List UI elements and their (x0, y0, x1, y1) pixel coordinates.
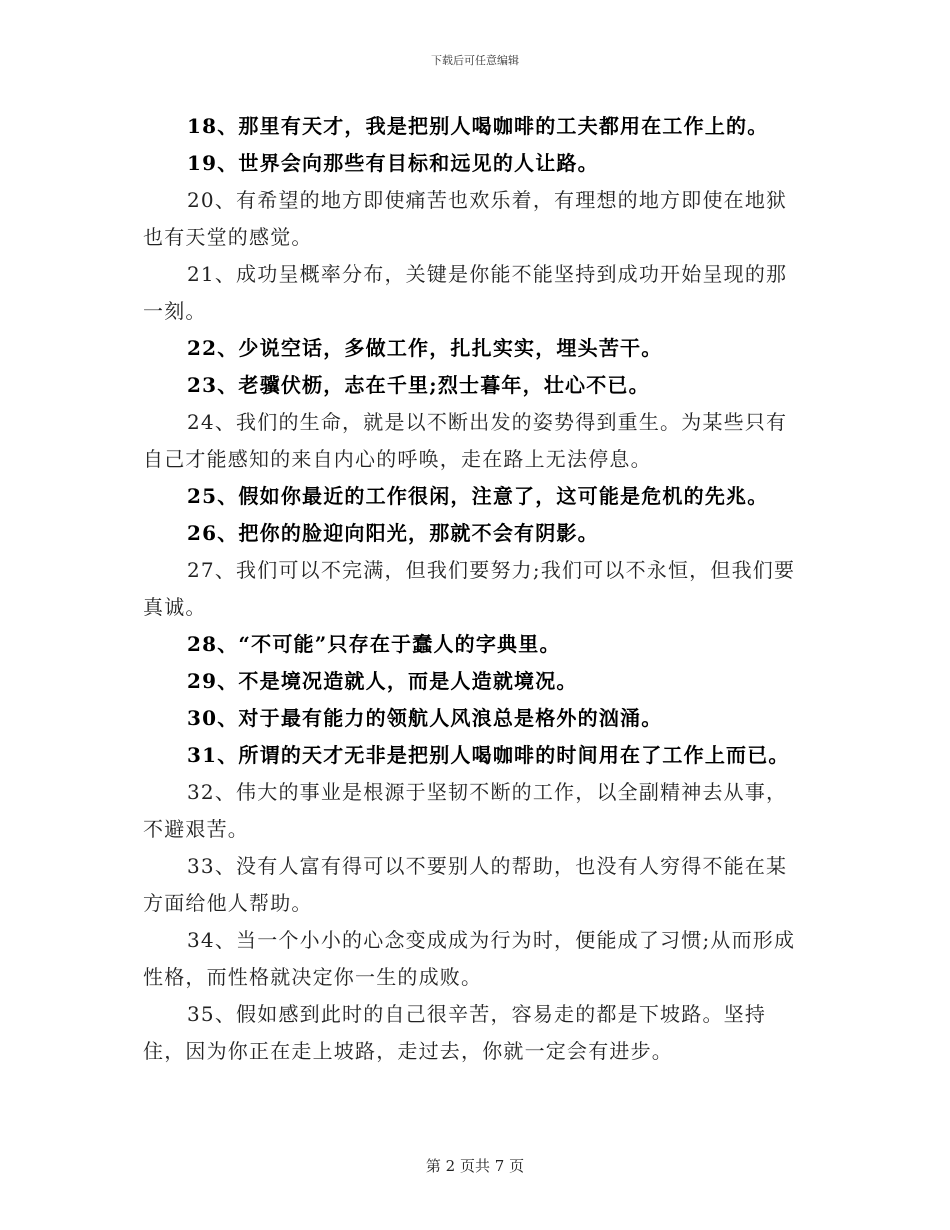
paragraph-32: 32、伟大的事业是根源于坚韧不断的工作，以全副精神去从事，不避艰苦。 (143, 780, 788, 841)
paragraph-24: 24、我们的生命，就是以不断出发的姿势得到重生。为某些只有自己才能感知的来自内心的呼唤，走在路上无法停息。 (143, 410, 788, 471)
page-footer: 第 2 页共 7 页 (425, 1157, 525, 1175)
paragraph-34: 34、当一个小小的心念变成成为行为时，便能成了习惯;从而形成性格，而性格就决定你一生的成败。 (143, 928, 796, 989)
paragraph-20: 20、有希望的地方即使痛苦也欢乐着，有理想的地方即使在地狱也有天堂的感觉。 (143, 188, 788, 249)
paragraph-21: 21、成功呈概率分布，关键是你能不能坚持到成功开始呈现的那一刻。 (143, 262, 788, 323)
page-header: 下载后可任意编辑 (431, 54, 519, 67)
paragraph-35: 35、假如感到此时的自己很辛苦，容易走的都是下坡路。坚持住，因为你正在走上坡路，走过去，你就一定会有进步。 (143, 1002, 767, 1063)
paragraph-26: 26、把你的脸迎向阳光，那就不会有阴影。 (187, 521, 599, 545)
paragraph-33: 33、没有人富有得可以不要别人的帮助，也没有人穷得不能在某方面给他人帮助。 (143, 854, 788, 915)
paragraph-28: 28、“不可能”只存在于蠢人的字典里。 (187, 632, 561, 656)
paragraph-23: 23、老骥伏枥，志在千里;烈士暮年，壮心不已。 (187, 373, 650, 397)
paragraph-19: 19、世界会向那些有目标和远见的人让路。 (187, 151, 599, 175)
paragraph-22: 22、少说空话，多做工作，扎扎实实，埋头苦干。 (187, 336, 663, 360)
paragraph-18: 18、那里有天才，我是把别人喝咖啡的工夫都用在工作上的。 (187, 114, 769, 138)
paragraph-27: 27、我们可以不完满，但我们要努力;我们可以不永恒，但我们要真诚。 (143, 558, 796, 619)
paragraph-31: 31、所谓的天才无非是把别人喝咖啡的时间用在了工作上而已。 (187, 743, 790, 767)
document-body (143, 108, 808, 1070)
paragraph-29: 29、不是境况造就人，而是人造就境况。 (187, 669, 578, 693)
paragraph-30: 30、对于最有能力的领航人风浪总是格外的汹涌。 (187, 706, 663, 730)
paragraph-25: 25、假如你最近的工作很闲，注意了，这可能是危机的先兆。 (187, 484, 769, 508)
